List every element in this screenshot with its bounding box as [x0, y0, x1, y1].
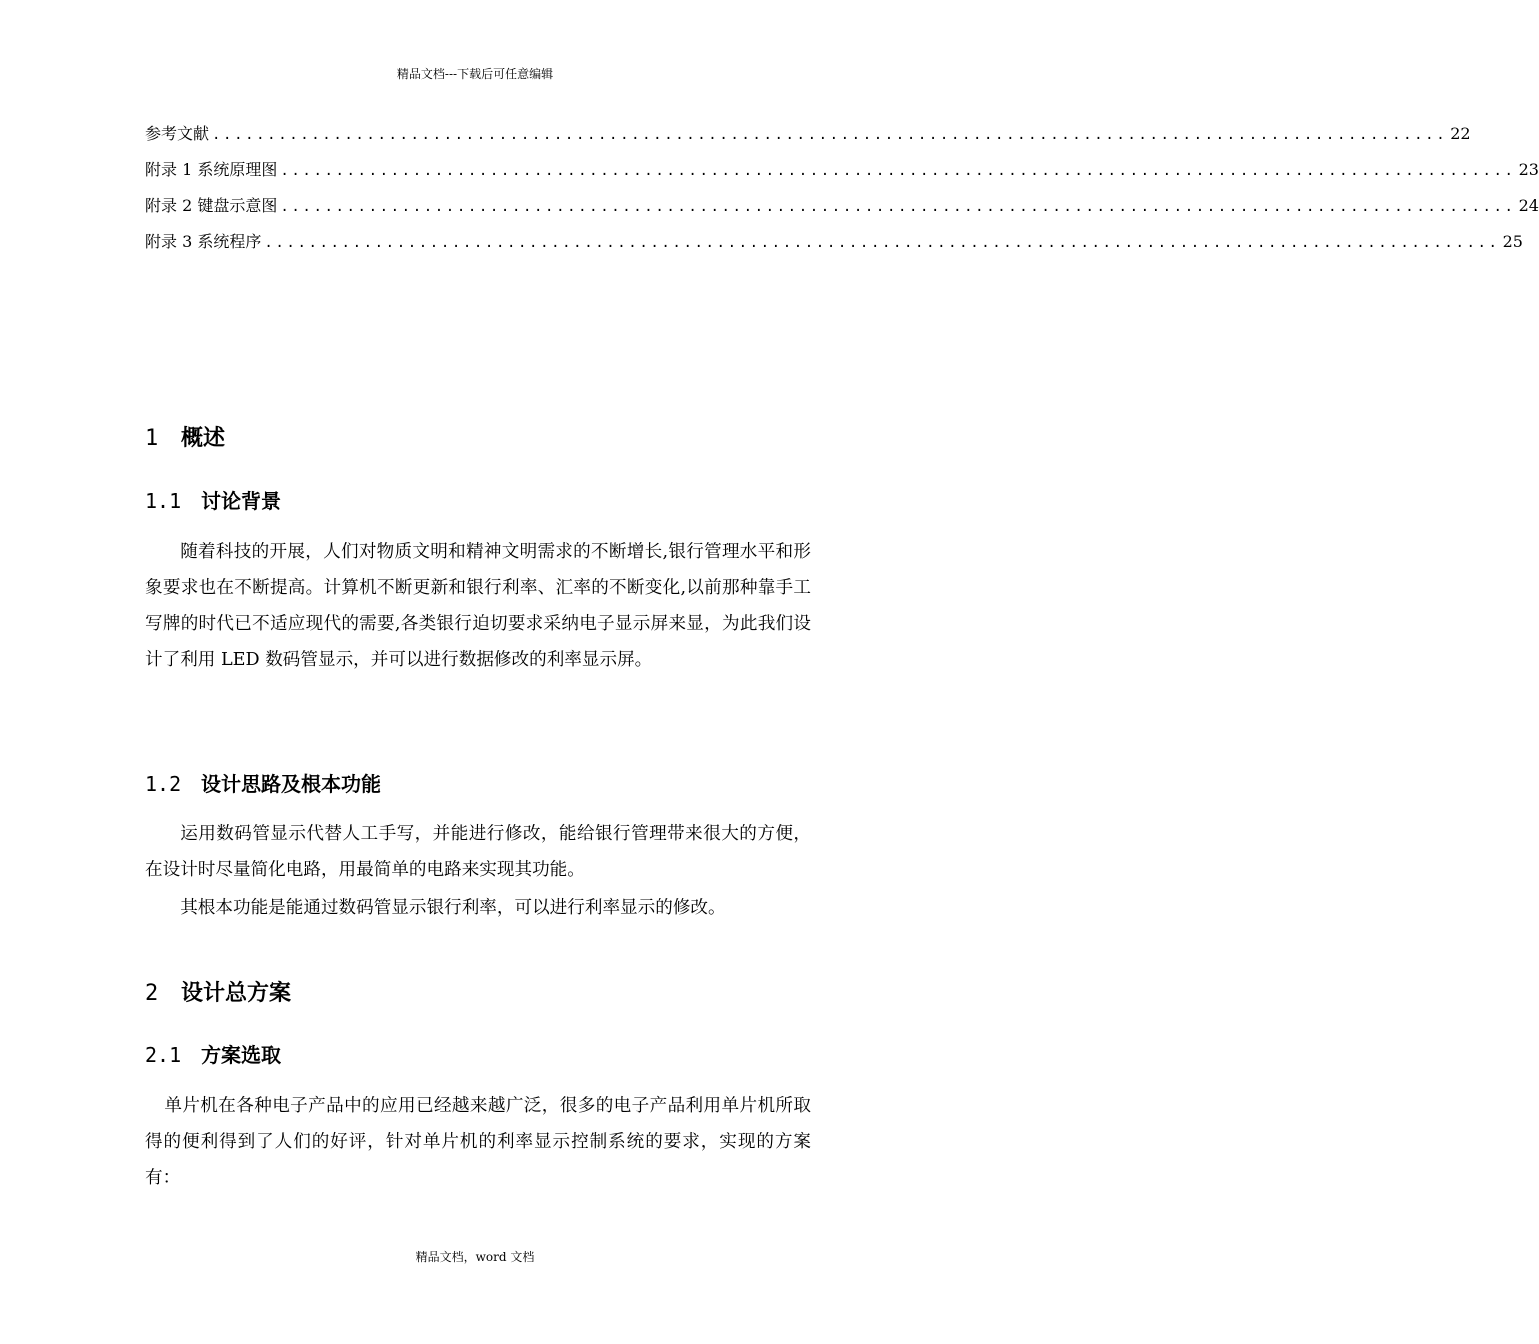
body-paragraph: 其根本功能是能通过数码管显示银行利率，可以进行利率显示的修改。 [180, 898, 726, 918]
subsection-heading [145, 1042, 281, 1068]
toc-entry-page: 22 [1450, 124, 1471, 143]
body-paragraph: 单片机在各种电子产品中的应用已经越来越广泛，很多的电子产品利用单片机所取得的便利得到了人们的好评，针对单片机的利率显示控制系统的要求，实现的方案有： [145, 1096, 811, 1188]
section-number: 1 [145, 426, 159, 451]
subsection-number: 1.2 [145, 772, 182, 796]
section-number: 2 [145, 981, 159, 1006]
subsection-heading [145, 488, 281, 514]
subsection-title: 讨论背景 [201, 489, 281, 513]
toc-entry-page: 25 [1502, 232, 1523, 251]
toc-entry[interactable] [145, 232, 1523, 268]
toc-leader-dots: ................................................................................................................ [280, 163, 1516, 179]
page-footer: 精品文档，word 文档 [415, 1250, 535, 1264]
subsection-number: 2.1 [145, 1043, 182, 1067]
toc-entry-title: 附录 2 键盘示意图 [145, 196, 278, 215]
subsection-title: 方案选取 [201, 1043, 281, 1067]
toc-entry-title: 附录 3 系统程序 [145, 232, 262, 251]
toc-entry-page: 24 [1518, 196, 1539, 215]
toc-entry-title: 附录 1 系统原理图 [145, 160, 278, 179]
toc-entry[interactable] [145, 196, 1539, 232]
table-of-contents [145, 124, 1539, 268]
body-paragraph: 随着科技的开展，人们对物质文明和精神文明需求的不断增长,银行管理水平和形象要求也在不断提高。计算机不断更新和银行利率、汇率的不断变化,以前那种靠手工写牌的时代已不适应现代的需要,各类银行迫切要求采纳电子显示屏来显，为此我们设计了利用 LED 数码管显示，并可以进行数据修改的利率显示屏。 [145, 542, 811, 670]
toc-entry[interactable] [145, 160, 1539, 196]
body-paragraph: 运用数码管显示代替人工手写，并能进行修改，能给银行管理带来很大的方便，在设计时尽量简化电路，用最简单的电路来实现其功能。 [145, 824, 811, 880]
toc-leader-dots: ................................................................................................................ [264, 235, 1500, 251]
subsection-number: 1.1 [145, 489, 182, 513]
section-title: 设计总方案 [181, 981, 292, 1006]
toc-entry-title: 参考文献 [145, 124, 210, 143]
subsection-heading [145, 771, 381, 797]
toc-entry[interactable] [145, 124, 1471, 160]
toc-entry-page: 23 [1518, 160, 1539, 179]
subsection-title: 设计思路及根本功能 [201, 772, 381, 796]
section-title: 概述 [181, 426, 226, 451]
toc-leader-dots: ................................................................................................................ [212, 127, 1448, 143]
section-heading [145, 980, 291, 1008]
page-header: 精品文档---下载后可任意编辑 [396, 67, 554, 81]
section-heading [145, 425, 225, 453]
toc-leader-dots: ................................................................................................................ [280, 199, 1516, 215]
